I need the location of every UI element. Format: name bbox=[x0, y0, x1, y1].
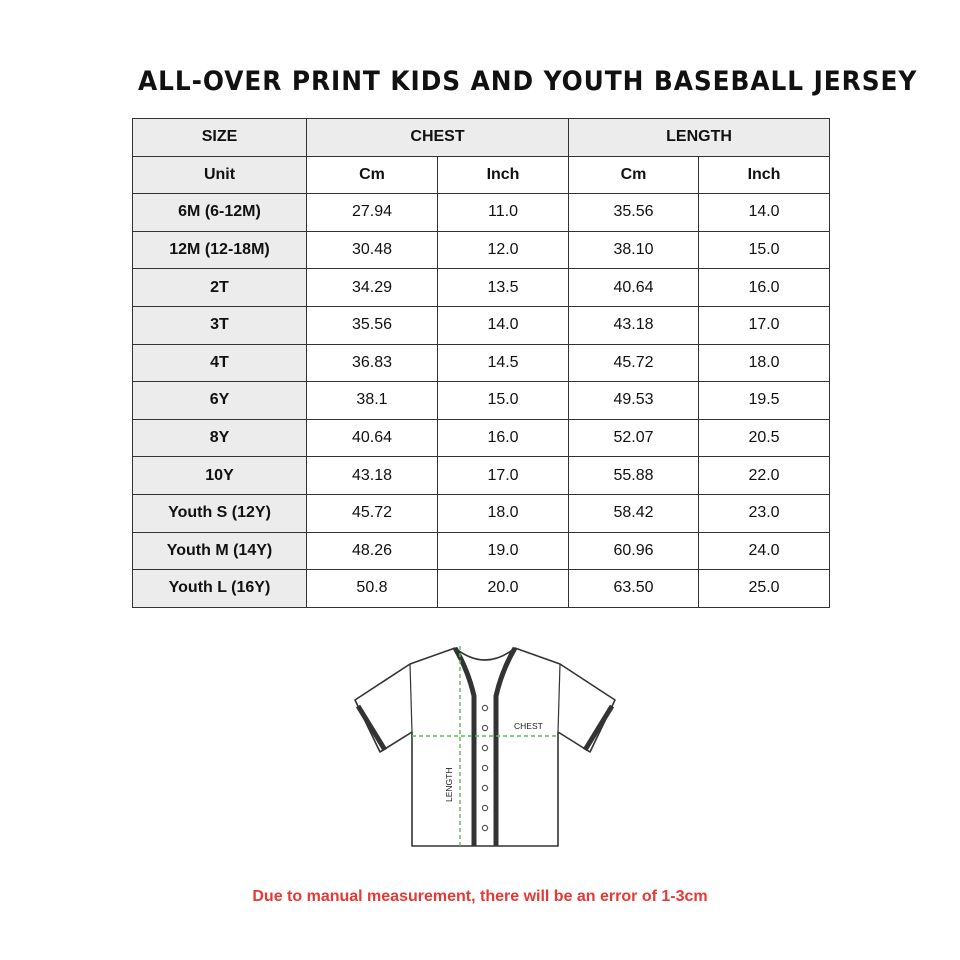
size-cell: 6M (6-12M) bbox=[133, 194, 307, 232]
table-row bbox=[133, 457, 830, 495]
chest-cm-cell: 36.83 bbox=[307, 344, 438, 382]
size-cell: 4T bbox=[133, 344, 307, 382]
table-row bbox=[133, 494, 830, 532]
length-cm-cell: 35.56 bbox=[569, 194, 699, 232]
length-cm-cell: 55.88 bbox=[569, 457, 699, 495]
size-cell: Youth M (14Y) bbox=[133, 532, 307, 570]
size-cell: Youth S (12Y) bbox=[133, 494, 307, 532]
chest-inch-cell: 11.0 bbox=[438, 194, 569, 232]
length-inch-cell: 18.0 bbox=[699, 344, 830, 382]
size-cell: 8Y bbox=[133, 419, 307, 457]
chest-cm-unit: Cm bbox=[307, 156, 438, 194]
table-header-row bbox=[133, 119, 830, 157]
length-cm-cell: 40.64 bbox=[569, 269, 699, 307]
chest-cm-cell: 43.18 bbox=[307, 457, 438, 495]
chest-inch-cell: 13.5 bbox=[438, 269, 569, 307]
length-inch-cell: 20.5 bbox=[699, 419, 830, 457]
table-row bbox=[133, 419, 830, 457]
size-cell: Youth L (16Y) bbox=[133, 570, 307, 608]
length-cm-cell: 60.96 bbox=[569, 532, 699, 570]
table-row bbox=[133, 382, 830, 420]
length-cm-cell: 43.18 bbox=[569, 306, 699, 344]
size-chart-table bbox=[132, 118, 830, 608]
length-inch-cell: 19.5 bbox=[699, 382, 830, 420]
size-cell: 10Y bbox=[133, 457, 307, 495]
table-row bbox=[133, 269, 830, 307]
size-cell: 6Y bbox=[133, 382, 307, 420]
jersey-diagram bbox=[350, 640, 620, 860]
chest-inch-cell: 14.0 bbox=[438, 306, 569, 344]
table-row bbox=[133, 306, 830, 344]
chest-cm-cell: 35.56 bbox=[307, 306, 438, 344]
page-title: ALL-OVER PRINT KIDS AND YOUTH BASEBALL JERSEY bbox=[138, 66, 918, 97]
length-cm-cell: 58.42 bbox=[569, 494, 699, 532]
size-cell: 12M (12-18M) bbox=[133, 231, 307, 269]
table-row bbox=[133, 570, 830, 608]
chest-inch-cell: 18.0 bbox=[438, 494, 569, 532]
chest-inch-cell: 15.0 bbox=[438, 382, 569, 420]
length-cm-cell: 63.50 bbox=[569, 570, 699, 608]
chest-cm-cell: 30.48 bbox=[307, 231, 438, 269]
unit-row bbox=[133, 156, 830, 194]
size-header: SIZE bbox=[133, 119, 307, 157]
chest-cm-cell: 27.94 bbox=[307, 194, 438, 232]
length-header: LENGTH bbox=[569, 119, 830, 157]
jersey-illustration bbox=[350, 640, 620, 860]
chest-cm-cell: 34.29 bbox=[307, 269, 438, 307]
length-cm-cell: 49.53 bbox=[569, 382, 699, 420]
length-inch-cell: 22.0 bbox=[699, 457, 830, 495]
chest-cm-cell: 38.1 bbox=[307, 382, 438, 420]
chest-inch-cell: 12.0 bbox=[438, 231, 569, 269]
length-inch-cell: 14.0 bbox=[699, 194, 830, 232]
chest-inch-cell: 17.0 bbox=[438, 457, 569, 495]
length-cm-cell: 52.07 bbox=[569, 419, 699, 457]
chest-cm-cell: 48.26 bbox=[307, 532, 438, 570]
length-inch-unit: Inch bbox=[699, 156, 830, 194]
length-label: LENGTH bbox=[444, 767, 454, 802]
length-inch-cell: 25.0 bbox=[699, 570, 830, 608]
length-inch-cell: 23.0 bbox=[699, 494, 830, 532]
length-inch-cell: 24.0 bbox=[699, 532, 830, 570]
chest-cm-cell: 40.64 bbox=[307, 419, 438, 457]
chest-cm-cell: 50.8 bbox=[307, 570, 438, 608]
chest-inch-cell: 14.5 bbox=[438, 344, 569, 382]
chest-inch-cell: 20.0 bbox=[438, 570, 569, 608]
table-row bbox=[133, 194, 830, 232]
size-cell: 2T bbox=[133, 269, 307, 307]
chest-inch-unit: Inch bbox=[438, 156, 569, 194]
chest-cm-cell: 45.72 bbox=[307, 494, 438, 532]
length-inch-cell: 15.0 bbox=[699, 231, 830, 269]
table-row bbox=[133, 532, 830, 570]
table-row bbox=[133, 344, 830, 382]
length-cm-cell: 45.72 bbox=[569, 344, 699, 382]
length-cm-cell: 38.10 bbox=[569, 231, 699, 269]
length-inch-cell: 16.0 bbox=[699, 269, 830, 307]
chest-inch-cell: 19.0 bbox=[438, 532, 569, 570]
length-inch-cell: 17.0 bbox=[699, 306, 830, 344]
size-cell: 3T bbox=[133, 306, 307, 344]
unit-label: Unit bbox=[133, 156, 307, 194]
chest-inch-cell: 16.0 bbox=[438, 419, 569, 457]
chest-label: CHEST bbox=[514, 721, 543, 731]
length-cm-unit: Cm bbox=[569, 156, 699, 194]
chest-header: CHEST bbox=[307, 119, 569, 157]
table-row bbox=[133, 231, 830, 269]
measurement-note: Due to manual measurement, there will be an error of 1-3cm bbox=[252, 888, 708, 905]
